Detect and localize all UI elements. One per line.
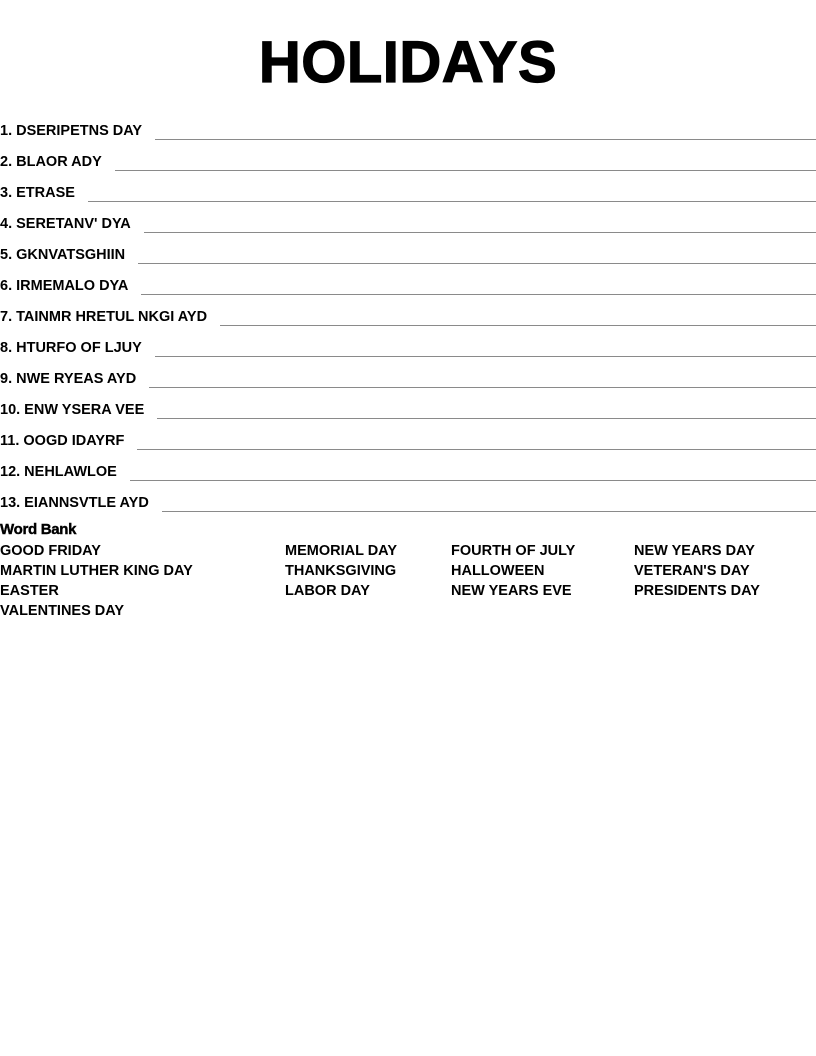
word-bank-item: NEW YEARS EVE [451, 583, 572, 599]
question-row-9 [0, 358, 816, 389]
word-bank-item: LABOR DAY [285, 583, 370, 599]
question-label: 9. NWE RYEAS AYD [0, 371, 137, 387]
word-bank-item: NEW YEARS DAY [634, 543, 755, 559]
answer-line[interactable] [141, 293, 816, 295]
question-row-5 [0, 234, 816, 265]
word-bank-row [0, 541, 816, 561]
word-bank-item: THANKSGIVING [285, 563, 397, 579]
word-bank-item: MARTIN LUTHER KING DAY [0, 563, 193, 579]
question-row-12 [0, 451, 816, 482]
question-label: 12. NEHLAWLOE [0, 464, 117, 480]
question-row-8 [0, 327, 816, 358]
answer-line[interactable] [137, 448, 816, 450]
answer-line[interactable] [157, 417, 816, 419]
answer-line[interactable] [220, 324, 816, 326]
word-bank-title: Word Bank [0, 521, 77, 538]
answer-line[interactable] [155, 138, 816, 140]
question-label: 8. HTURFO OF LJUY [0, 340, 142, 356]
question-label: 4. SERETANV' DYA [0, 216, 131, 232]
question-label: 11. OOGD IDAYRF [0, 433, 125, 449]
word-bank [0, 541, 816, 621]
question-row-4 [0, 203, 816, 234]
question-row-13 [0, 482, 816, 513]
question-label: 1. DSERIPETNS DAY [0, 123, 143, 139]
question-label: 7. TAINMR HRETUL NKGI AYD [0, 309, 208, 325]
question-label: 2. BLAOR ADY [0, 154, 102, 170]
word-bank-row [0, 561, 816, 581]
question-list [0, 110, 816, 513]
word-bank-item: VETERAN'S DAY [634, 563, 750, 579]
question-row-6 [0, 265, 816, 296]
answer-line[interactable] [138, 262, 816, 264]
question-label: 6. IRMEMALO DYA [0, 278, 129, 294]
question-label: 5. GKNVATSGHIIN [0, 247, 126, 263]
word-bank-row [0, 601, 816, 621]
page-title: HOLIDAYS [258, 30, 558, 95]
question-row-11 [0, 420, 816, 451]
answer-line[interactable] [115, 169, 816, 171]
word-bank-item: MEMORIAL DAY [285, 543, 397, 559]
question-row-2 [0, 141, 816, 172]
word-bank-item: VALENTINES DAY [0, 603, 125, 619]
question-label: 13. EIANNSVTLE AYD [0, 495, 149, 511]
word-bank-item: EASTER [0, 583, 59, 599]
question-label: 3. ETRASE [0, 185, 75, 201]
word-bank-row [0, 581, 816, 601]
question-label: 10. ENW YSERA VEE [0, 402, 145, 418]
answer-line[interactable] [88, 200, 816, 202]
answer-line[interactable] [130, 479, 816, 481]
word-bank-item: PRESIDENTS DAY [634, 583, 760, 599]
answer-line[interactable] [162, 510, 816, 512]
answer-line[interactable] [149, 386, 816, 388]
word-bank-item: GOOD FRIDAY [0, 543, 101, 559]
answer-line[interactable] [144, 231, 816, 233]
question-row-1 [0, 110, 816, 141]
word-bank-item: HALLOWEEN [451, 563, 545, 579]
answer-line[interactable] [155, 355, 816, 357]
question-row-10 [0, 389, 816, 420]
question-row-3 [0, 172, 816, 203]
word-bank-item: FOURTH OF JULY [451, 543, 576, 559]
question-row-7 [0, 296, 816, 327]
